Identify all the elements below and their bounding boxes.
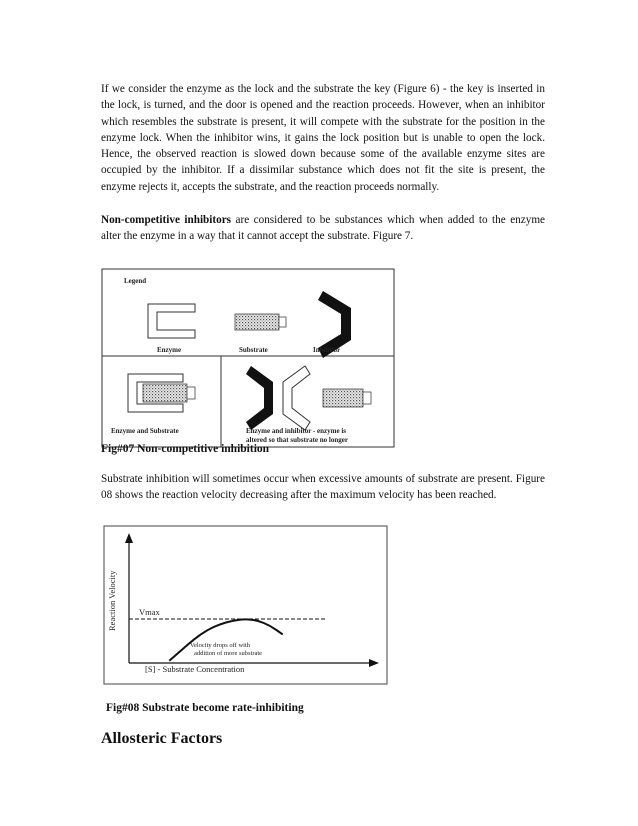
annotation-line-1: Velocity drops off with xyxy=(190,642,250,649)
label-enzyme-and-inhibitor-1: Enzyme and inhibitor - enzyme is xyxy=(246,427,347,435)
term-noncompetitive-inhibitors: Non-competitive inhibitors xyxy=(101,214,232,226)
chart-frame xyxy=(104,526,387,684)
rejected-substrate-shape xyxy=(323,389,363,407)
rejected-substrate-tab-shape xyxy=(363,392,371,404)
legend-title: Legend xyxy=(124,277,147,285)
label-enzyme: Enzyme xyxy=(157,346,182,354)
substrate-tab-shape xyxy=(279,317,286,327)
substrate-shape xyxy=(235,314,279,330)
figure-8-caption: Fig#08 Substrate become rate-inhibiting xyxy=(106,702,304,714)
x-axis-label: [S] - Substrate Concentration xyxy=(145,664,245,674)
label-inhibitor: Inhibitor xyxy=(313,346,341,354)
section-heading: Allosteric Factors xyxy=(101,730,223,747)
enzyme-substrate-substrate-shape xyxy=(143,384,187,402)
label-substrate: Substrate xyxy=(239,346,268,354)
enzyme-substrate-tab-shape xyxy=(187,387,195,399)
figure-7-noncompetitive-diagram xyxy=(101,268,395,448)
y-axis-label: Reaction Velocity xyxy=(107,570,117,631)
figure-7-caption: Fig#07 Non-competitive inhibition xyxy=(101,443,270,455)
paragraph-lock-and-key: If we consider the enzyme as the lock and the substrate the key (Figure 6) - the key is inserted in the lock, is turned, and the door is opened and the reaction proceeds. However, when an inhibitor which resembles the substrate is present, it will compete with the substrate for the position in the enzyme lock. When the inhibitor wins, it gains the lock position but is unable to open the lock. Hence, the observed reaction is slowed down because some of the available enzyme sites are occupied by the inhibitor. If a dissimilar substance which does not fit the site is present, the enzyme rejects it, accepts the substrate, and the reaction proceeds normally. xyxy=(101,83,545,193)
paragraph-substrate-inhibition: Substrate inhibition will sometimes occur when excessive amounts of substrate are present. Figure 08 shows the reaction velocity decreasing after the maximum velocity has been reached. xyxy=(101,473,545,502)
paragraph-noncompetitive-text: are considered to be substances which when added to the enzyme alter the enzyme in a way that it cannot accept the substrate. Figure 7. xyxy=(101,214,545,243)
vmax-label: Vmax xyxy=(139,607,160,617)
paragraph-noncompetitive xyxy=(101,212,545,245)
label-enzyme-and-substrate: Enzyme and Substrate xyxy=(111,427,179,435)
label-enzyme-and-inhibitor-2: altered so that substrate no longer xyxy=(246,436,348,444)
figure-8-velocity-chart xyxy=(103,525,388,685)
annotation-line-2: addition of more substrate xyxy=(194,650,263,657)
